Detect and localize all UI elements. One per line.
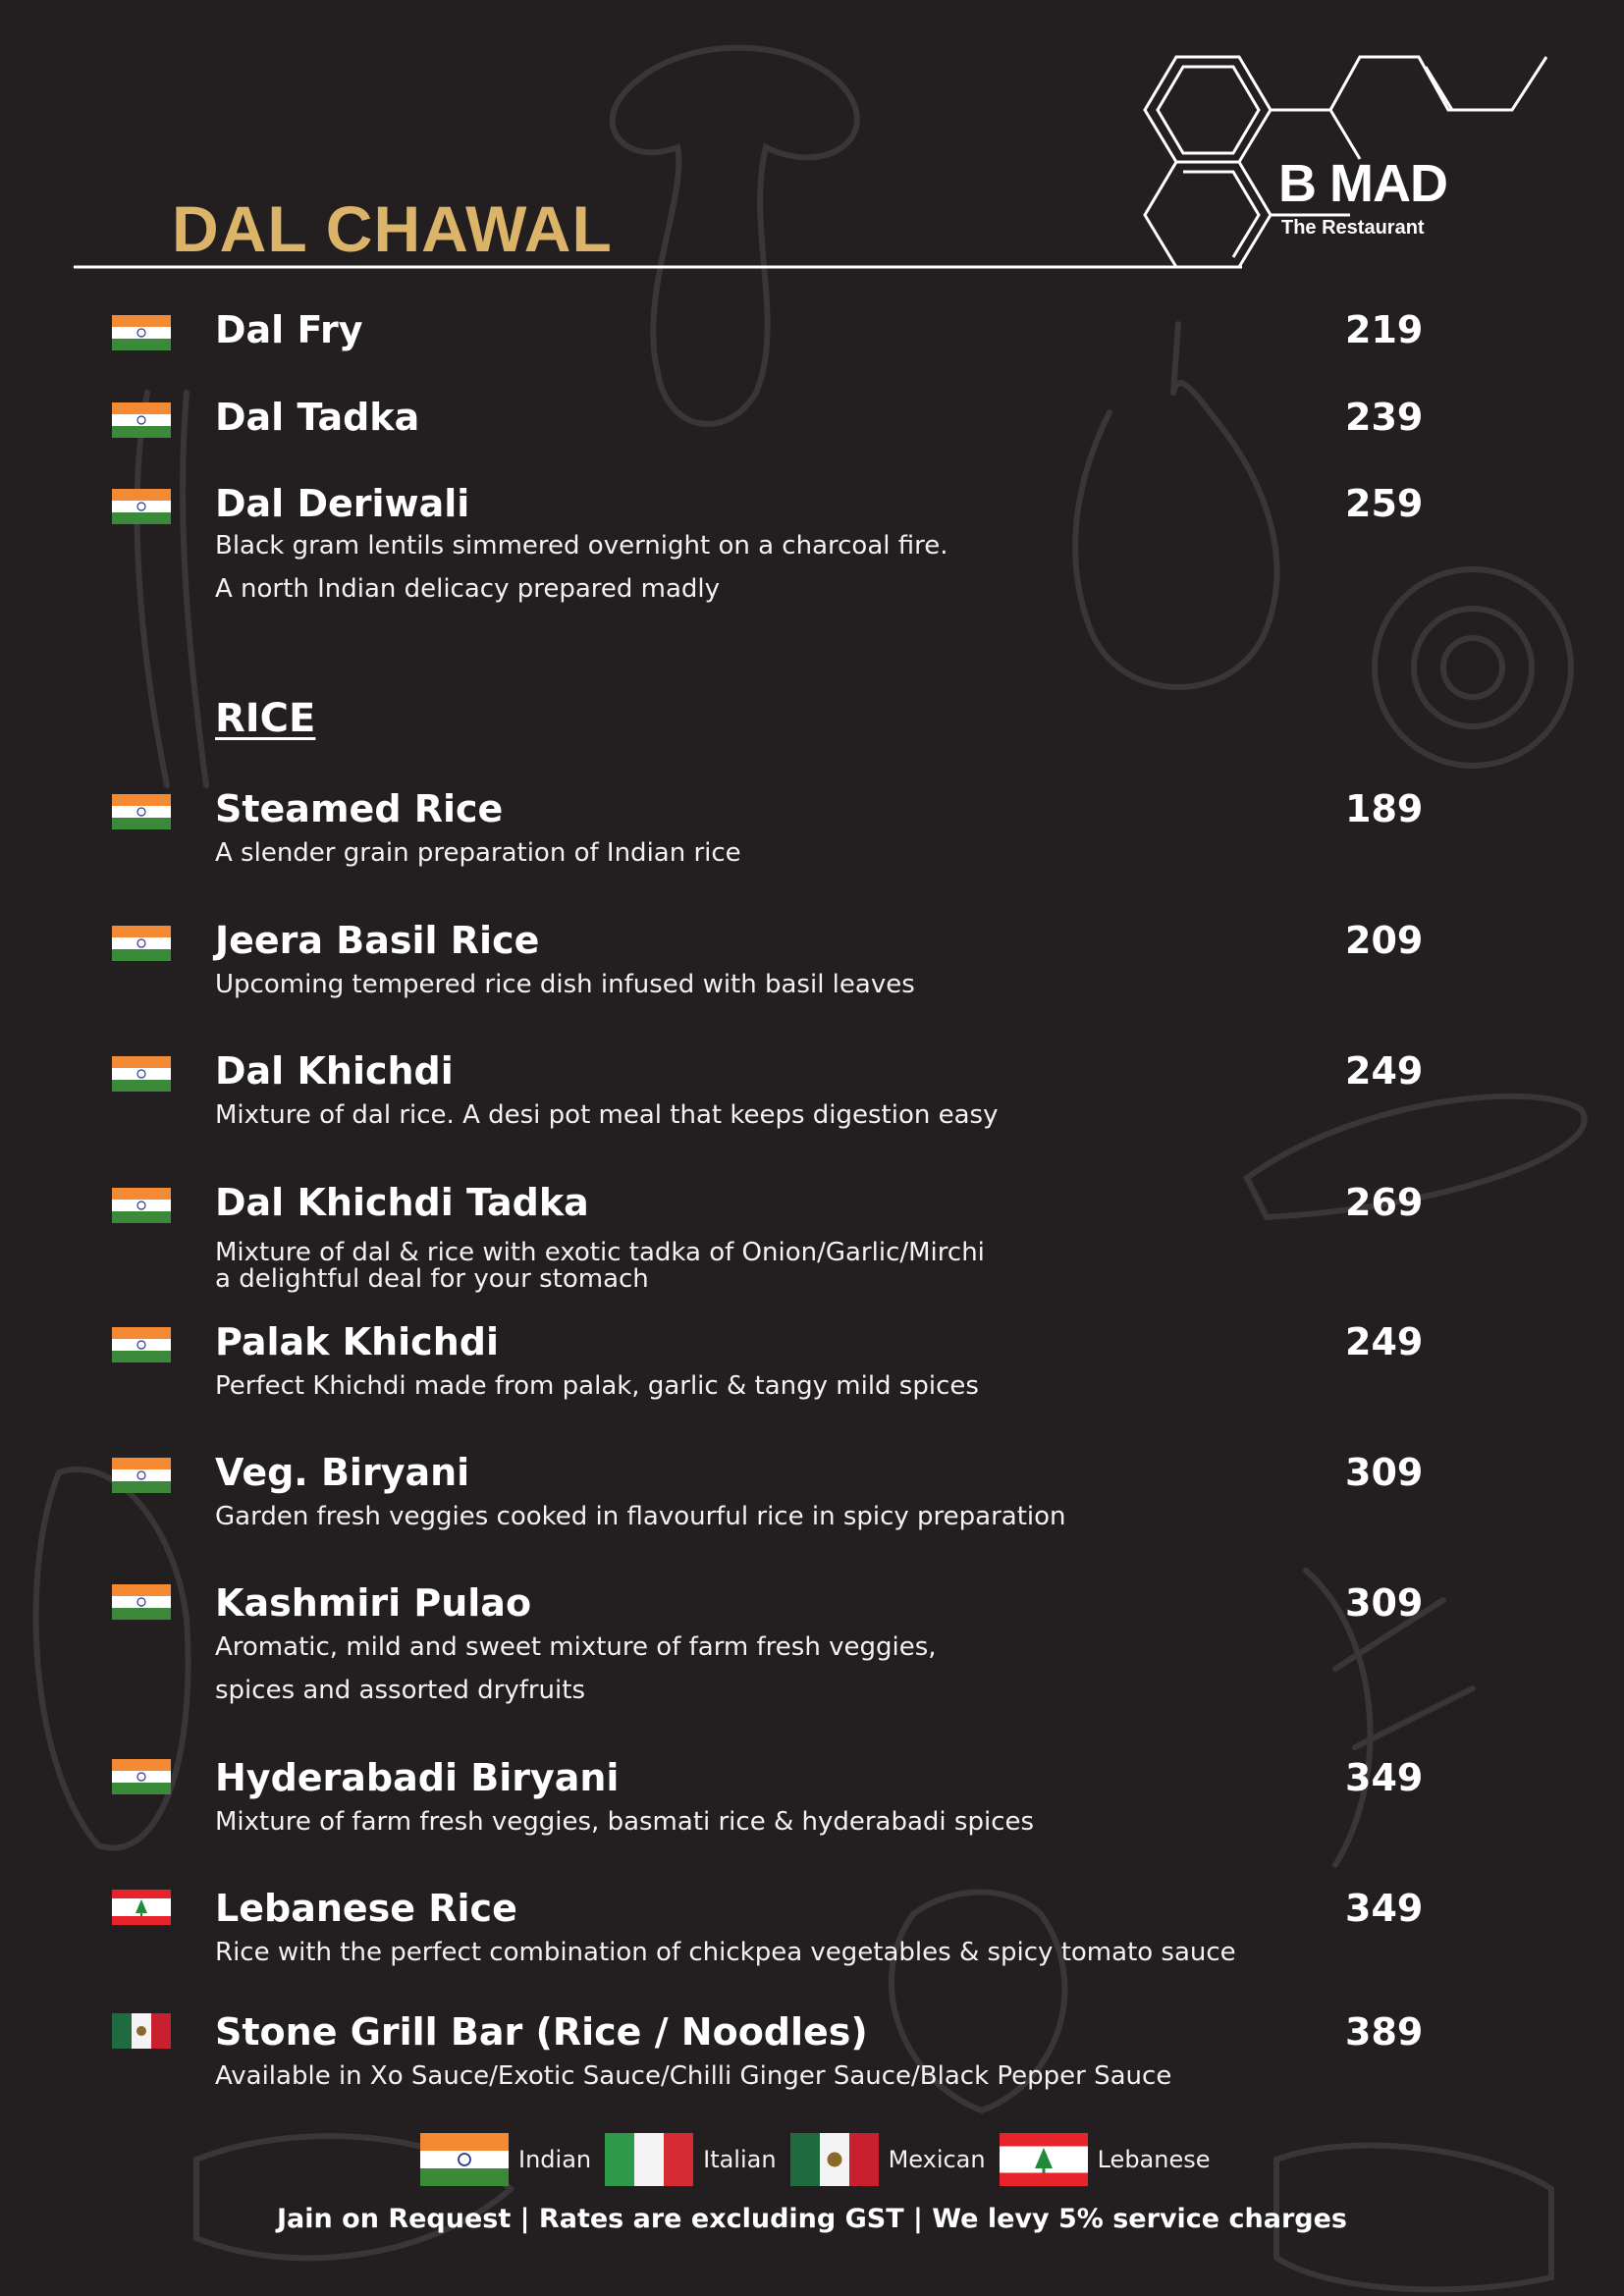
item-price: 209 — [1345, 919, 1424, 962]
item-price: 249 — [1345, 1049, 1424, 1093]
indian-flag-icon — [112, 315, 171, 350]
item-price: 389 — [1345, 2010, 1424, 2054]
item-description: a delightful deal for your stomach — [215, 1264, 649, 1294]
item-name: Dal Deriwali — [215, 482, 470, 525]
indian-flag-icon — [112, 794, 171, 829]
brand-subtitle: The Restaurant — [1281, 217, 1425, 239]
item-description: Mixture of dal rice. A desi pot meal that keeps digestion easy — [215, 1100, 999, 1130]
lebanese-flag-icon — [1000, 2133, 1088, 2186]
item-name: Lebanese Rice — [215, 1887, 517, 1930]
item-name: Jeera Basil Rice — [215, 919, 540, 962]
item-description: Mixture of dal & rice with exotic tadka of Onion/Garlic/Mirchi — [215, 1238, 985, 1267]
indian-flag-icon — [112, 1759, 171, 1794]
indian-flag-icon — [112, 926, 171, 961]
indian-flag-icon — [112, 1327, 171, 1362]
item-description: A north Indian delicacy prepared madly — [215, 574, 721, 604]
item-name: Palak Khichdi — [215, 1320, 499, 1363]
item-name: Steamed Rice — [215, 787, 504, 830]
indian-flag-icon — [112, 1584, 171, 1620]
item-price: 309 — [1345, 1581, 1424, 1625]
item-description: Perfect Khichdi made from palak, garlic & tangy mild spices — [215, 1371, 979, 1401]
item-price: 219 — [1345, 308, 1424, 351]
lebanese-flag-icon — [112, 1890, 171, 1925]
item-description: Mixture of farm fresh veggies, basmati rice & hyderabadi spices — [215, 1807, 1035, 1837]
item-description: Upcoming tempered rice dish infused with basil leaves — [215, 970, 915, 999]
item-price: 259 — [1345, 482, 1424, 525]
item-description: A slender grain preparation of Indian rice — [215, 838, 741, 868]
legend-label: Lebanese — [1097, 2146, 1211, 2173]
item-description: spices and assorted dryfruits — [215, 1676, 585, 1705]
item-name: Dal Fry — [215, 308, 363, 351]
indian-flag-icon — [112, 489, 171, 524]
section-heading-rice: RICE — [215, 696, 316, 741]
legend-label: Mexican — [888, 2146, 986, 2173]
item-price: 189 — [1345, 787, 1424, 830]
mexican-flag-icon — [112, 2013, 171, 2049]
item-name: Dal Khichdi — [215, 1049, 454, 1093]
item-price: 309 — [1345, 1451, 1424, 1494]
item-description: Aromatic, mild and sweet mixture of farm fresh veggies, — [215, 1632, 937, 1662]
item-price: 239 — [1345, 396, 1424, 439]
italian-flag-icon — [605, 2133, 693, 2186]
cuisine-legend — [420, 2132, 1224, 2187]
mexican-flag-icon — [790, 2133, 879, 2186]
item-name: Veg. Biryani — [215, 1451, 470, 1494]
item-description: Black gram lentils simmered overnight on a charcoal fire. — [215, 531, 948, 561]
item-price: 249 — [1345, 1320, 1424, 1363]
item-name: Hyderabadi Biryani — [215, 1756, 620, 1799]
item-name: Dal Khichdi Tadka — [215, 1181, 589, 1224]
indian-flag-icon — [112, 1056, 171, 1092]
legend-label: Indian — [518, 2146, 592, 2173]
item-name: Kashmiri Pulao — [215, 1581, 532, 1625]
item-name: Dal Tadka — [215, 396, 420, 439]
indian-flag-icon — [112, 1188, 171, 1223]
item-price: 349 — [1345, 1756, 1424, 1799]
item-description: Garden fresh veggies cooked in flavourful rice in spicy preparation — [215, 1502, 1066, 1531]
indian-flag-icon — [112, 1458, 171, 1493]
page-title: DAL CHAWAL — [172, 192, 613, 265]
indian-flag-icon — [420, 2133, 509, 2186]
item-description: Rice with the perfect combination of chickpea vegetables & spicy tomato sauce — [215, 1938, 1236, 1967]
footer-note: Jain on Request | Rates are excluding GST | We levy 5% service charges — [277, 2204, 1347, 2234]
item-price: 269 — [1345, 1181, 1424, 1224]
indian-flag-icon — [112, 402, 171, 438]
item-description: Available in Xo Sauce/Exotic Sauce/Chilli Ginger Sauce/Black Pepper Sauce — [215, 2061, 1172, 2091]
brand-name: B MAD — [1278, 154, 1447, 213]
legend-label: Italian — [703, 2146, 777, 2173]
item-price: 349 — [1345, 1887, 1424, 1930]
item-name: Stone Grill Bar (Rice / Noodles) — [215, 2010, 868, 2054]
